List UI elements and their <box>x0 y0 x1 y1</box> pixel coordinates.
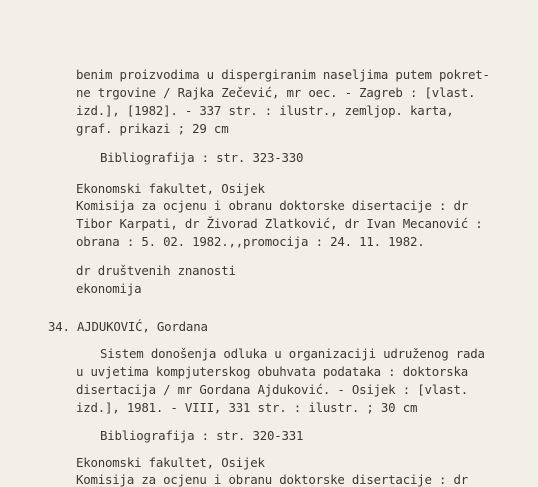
entry-prev-bibliography: Bibliografija : str. 323-330 <box>100 150 304 165</box>
entry-prev-commission-line-1: Komisija za ocjenu i obranu doktorske disertacije : dr <box>76 198 469 213</box>
entry-34-heading: 34. AJDUKOVIĆ, Gordana <box>48 319 208 334</box>
entry-prev-commission-line-3: obrana : 5. 02. 1982.,,promocija : 24. 11. 1982. <box>76 234 425 249</box>
entry-34-title-line-4: izd.], 1981. - VIII, 331 str. : ilustr. ; 30 cm <box>76 400 418 415</box>
entry-prev-title-line-3: izd.], [1982]. - 337 str. : ilustr., zemljop. karta, <box>76 103 454 118</box>
entry-prev-title-line-1: benim proizvodima u dispergiranim naseljima putem pokret- <box>76 67 490 82</box>
entry-prev-title-line-2: ne trgovine / Rajka Zečević, mr oec. - Zagreb : [vlast. <box>76 85 476 100</box>
entry-prev-subject-line-1: dr društvenih znanosti <box>76 263 236 278</box>
entry-34-bibliography: Bibliografija : str. 320-331 <box>100 428 304 443</box>
entry-34-title-line-1: Sistem donošenja odluka u organizaciji udruženog rada <box>100 346 485 361</box>
entry-34-institution: Ekonomski fakultet, Osijek <box>76 455 265 470</box>
entry-prev-institution: Ekonomski fakultet, Osijek <box>76 181 265 196</box>
entry-prev-commission-line-2: Tibor Karpati, dr Živorad Zlatković, dr Ivan Mecanović : <box>76 216 483 231</box>
entry-34-commission-line-1: Komisija za ocjenu i obranu doktorske disertacije : dr <box>76 472 469 487</box>
entry-prev-title-line-4: graf. prikazi ; 29 cm <box>76 121 229 136</box>
entry-34-title-line-2: u uvjetima kompjuterskog obuhvata podataka : doktorska <box>76 364 469 379</box>
entry-34-title-line-3: disertacija / mr Gordana Ajduković. - Osijek : [vlast. <box>76 382 469 397</box>
entry-prev-subject-line-2: ekonomija <box>76 281 142 296</box>
